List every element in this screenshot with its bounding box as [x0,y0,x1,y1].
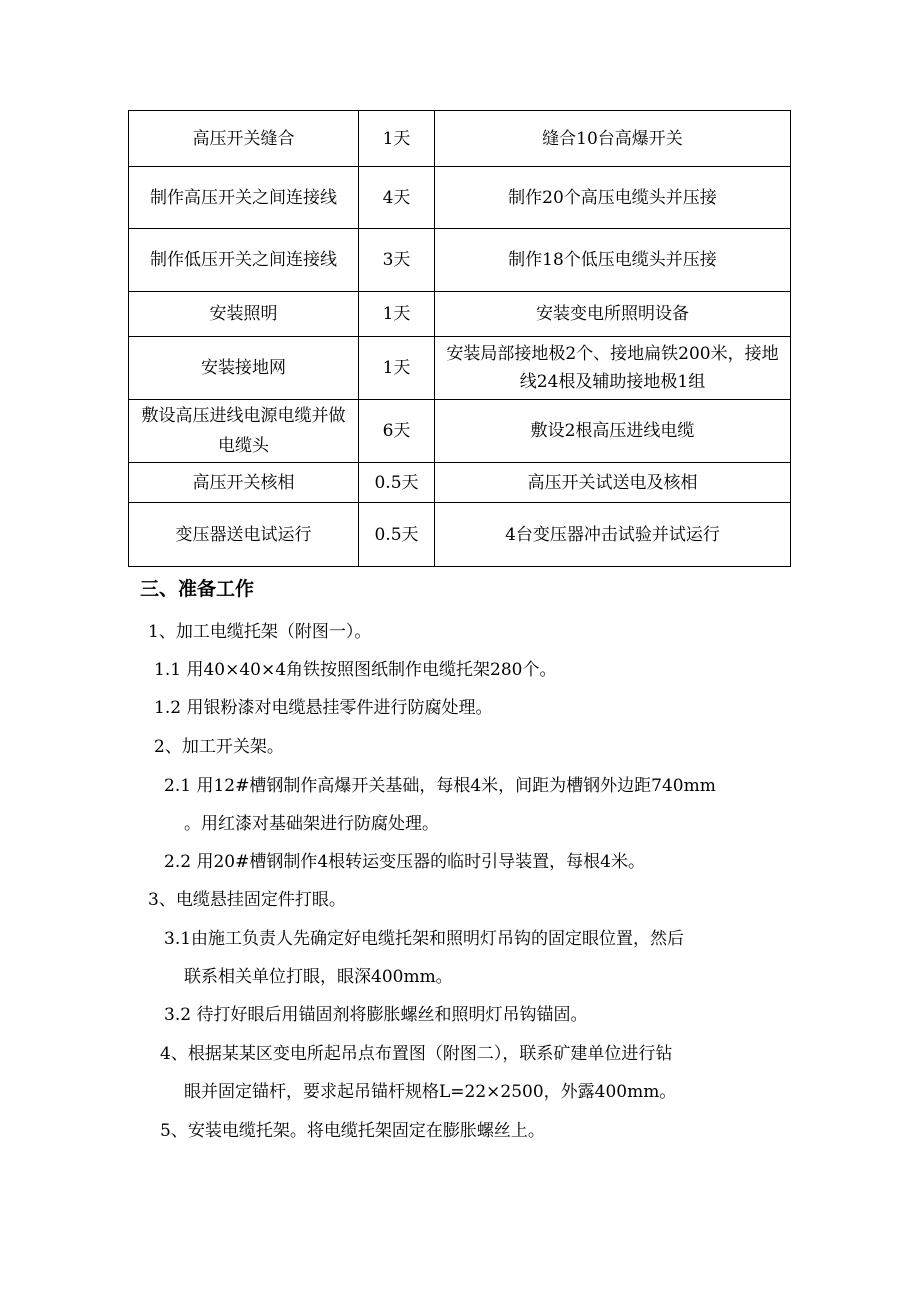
schedule-table [128,110,791,567]
duration-cell: 6天 [359,400,435,463]
description-cell: 安装局部接地极2个、接地扁铁200米，接地线24根及辅助接地极1组 [435,337,791,400]
task-cell: 制作高压开关之间连接线 [129,167,359,229]
list-item: 1、加工电缆托架（附图一）。 [148,622,372,642]
list-item: 3.2 待打好眼后用锚固剂将膨胀螺丝和照明灯吊钩锚固。 [164,1005,588,1025]
list-item: 1.2 用银粉漆对电缆悬挂零件进行防腐处理。 [154,698,493,718]
duration-cell: 1天 [359,111,435,167]
description-cell: 制作18个低压电缆头并压接 [435,229,791,292]
duration-cell: 1天 [359,292,435,337]
table-row [129,337,791,400]
task-cell: 高压开关核相 [129,463,359,503]
list-item: 2、加工开关架。 [154,737,284,757]
list-item: 3、电缆悬挂固定件打眼。 [148,890,346,910]
list-item: 2.1 用12#槽钢制作高爆开关基础，每根4米，间距为槽钢外边距740mm [164,776,716,796]
description-cell: 缝合10台高爆开关 [435,111,791,167]
task-cell: 安装接地网 [129,337,359,400]
duration-cell: 4天 [359,167,435,229]
table-row [129,111,791,167]
task-cell: 安装照明 [129,292,359,337]
table-row [129,167,791,229]
description-cell: 安装变电所照明设备 [435,292,791,337]
table-row [129,503,791,567]
duration-cell: 3天 [359,229,435,292]
list-item: 4、根据某某区变电所起吊点布置图（附图二），联系矿建单位进行钻 [160,1044,673,1064]
list-item: 眼并固定锚杆，要求起吊锚杆规格L=22×2500，外露400mm。 [184,1082,677,1102]
list-item: 1.1 用40×40×4角铁按照图纸制作电缆托架280个。 [154,660,557,680]
duration-cell: 1天 [359,337,435,400]
task-cell: 变压器送电试运行 [129,503,359,567]
duration-cell: 0.5天 [359,503,435,567]
list-item: 5、安装电缆托架。将电缆托架固定在膨胀螺丝上。 [160,1121,545,1141]
duration-cell: 0.5天 [359,463,435,503]
description-cell: 敷设2根高压进线电缆 [435,400,791,463]
table-row [129,400,791,463]
description-cell: 高压开关试送电及核相 [435,463,791,503]
task-cell: 制作低压开关之间连接线 [129,229,359,292]
table-row [129,463,791,503]
list-item: 2.2 用20#槽钢制作4根转运变压器的临时引导装置，每根4米。 [164,852,645,872]
task-cell: 敷设高压进线电源电缆并做电缆头 [129,400,359,463]
table-row [129,292,791,337]
section-heading: 三、准备工作 [140,578,255,600]
task-cell: 高压开关缝合 [129,111,359,167]
list-item: 联系相关单位打眼，眼深400mm。 [184,967,453,987]
table-row [129,229,791,292]
list-item: 3.1由施工负责人先确定好电缆托架和照明灯吊钩的固定眼位置，然后 [164,929,685,949]
description-cell: 4台变压器冲击试验并试运行 [435,503,791,567]
description-cell: 制作20个高压电缆头并压接 [435,167,791,229]
list-item: 。用红漆对基础架进行防腐处理。 [184,814,439,834]
